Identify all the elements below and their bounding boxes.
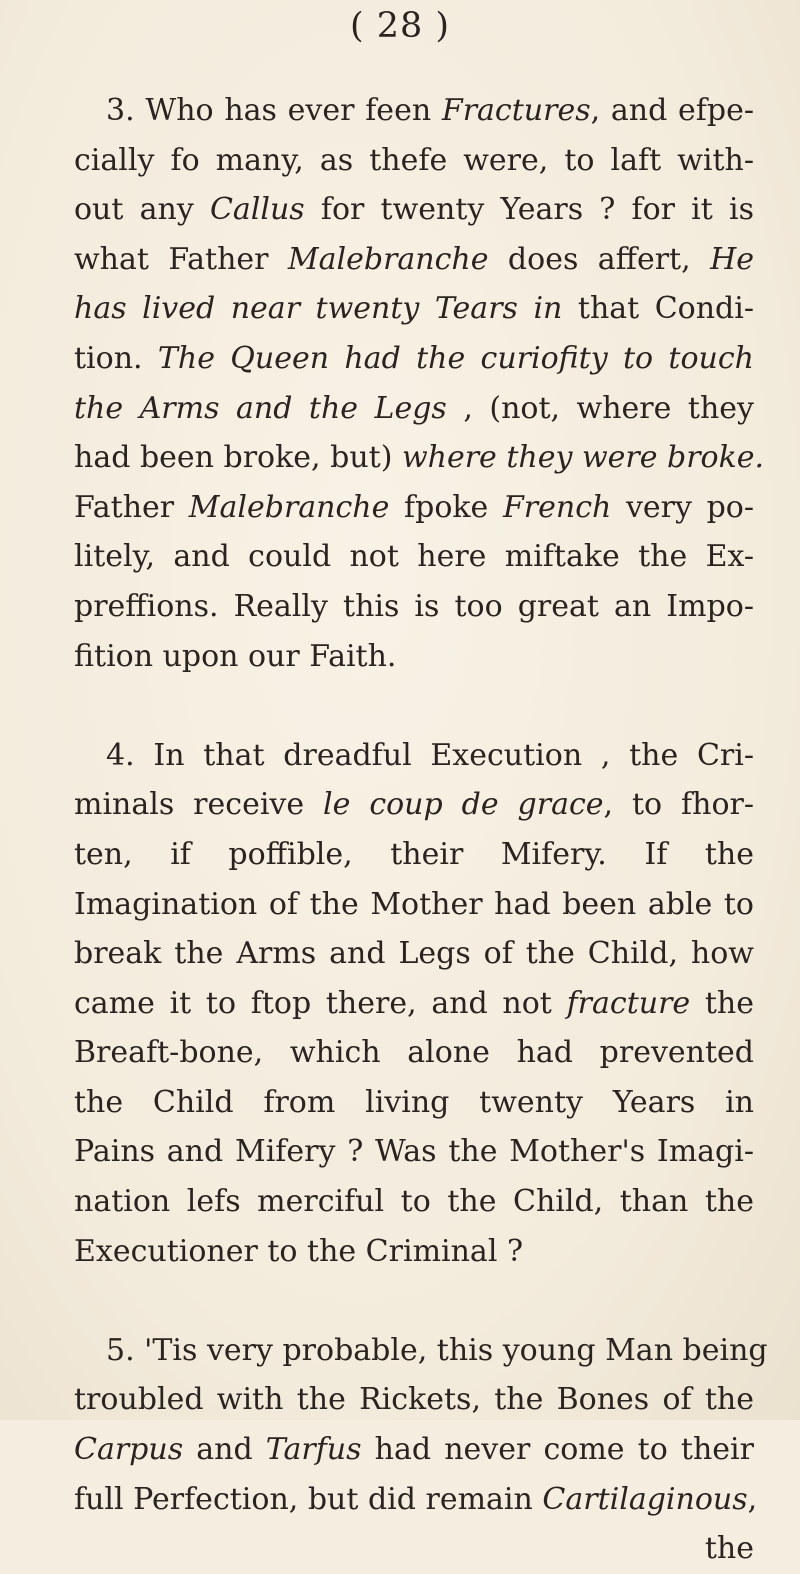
page-number: ( 28 ): [349, 6, 451, 46]
text-run: Breaft-bone, which alone had prevented: [74, 1035, 754, 1071]
text-line: [74, 582, 754, 632]
italic-text: The Queen had the curiofity to touch: [157, 340, 754, 376]
text-run: litely, and could not here miftake the Ex-: [74, 539, 754, 575]
paragraph-1: [74, 86, 765, 681]
text-line: [74, 86, 754, 136]
text-run: full Perfection, but did remain: [74, 1481, 543, 1517]
text-run: very po-: [611, 489, 755, 525]
italic-text: le coup de grace: [323, 787, 604, 823]
text-run: fpoke: [389, 489, 503, 525]
text-line: [74, 830, 754, 880]
text-run: Executioner to the Criminal ?: [74, 1233, 524, 1269]
text-line: [74, 1028, 754, 1078]
text-run: break the Arms and Legs of the Child, how: [74, 936, 754, 972]
text-line: [74, 532, 754, 582]
italic-text: Malebranche: [287, 241, 489, 277]
text-run: had been broke, but): [74, 440, 402, 476]
text-run: tion.: [74, 340, 158, 376]
text-run: that Condi-: [562, 291, 754, 327]
paragraph-2: [74, 731, 754, 1277]
text-line: [74, 880, 754, 930]
text-run: what Father: [74, 241, 288, 277]
text-line: [74, 929, 754, 979]
text-run: and: [183, 1432, 266, 1468]
italic-text: Tarfus: [265, 1432, 362, 1468]
text-run: 4. In that dreadful Execution , the Cri-: [106, 737, 754, 773]
italic-text: Fractures: [441, 93, 591, 128]
text-run: 5. 'Tis very probable, this young Man being: [106, 1332, 768, 1368]
text-line: [74, 1326, 768, 1376]
text-line: [74, 1227, 754, 1277]
italic-text: Malebranche: [188, 489, 390, 525]
text-run: , to fhor-: [603, 787, 754, 823]
text-line: [74, 1127, 754, 1177]
text-run: minals receive: [74, 787, 324, 823]
text-run: Pains and Mifery ? Was the Mother's Imagi-: [74, 1134, 754, 1170]
text-run: Father: [74, 489, 189, 525]
text-line: [74, 334, 754, 384]
italic-text: Carpus: [74, 1432, 184, 1468]
paragraph-gap: [74, 681, 754, 731]
text-run: the: [704, 1531, 754, 1567]
text-run: preffions. Really this is too great an Impo-: [74, 588, 754, 624]
text-line: [74, 483, 754, 533]
text-run: , and efpe-: [590, 93, 754, 128]
text-line: [74, 185, 754, 235]
text-run: ten, if poffible, their Mifery. If the: [74, 836, 754, 872]
text-line: [74, 1078, 754, 1128]
text-run: troubled with the Rickets, the Bones of the: [74, 1382, 754, 1418]
text-line: [74, 433, 765, 483]
italic-text: He: [710, 241, 754, 277]
text-line: [74, 284, 754, 334]
text-run: the Child from living twenty Years in: [74, 1084, 754, 1120]
text-line: [74, 780, 754, 830]
text-run: , (not, where they: [446, 390, 754, 426]
text-line: [74, 384, 754, 434]
text-run: had never come to their: [361, 1432, 754, 1468]
text-run: Imagination of the Mother had been able to: [74, 886, 754, 922]
body-text: [74, 86, 768, 1574]
text-line: [74, 136, 754, 186]
text-run: ,: [747, 1481, 758, 1517]
italic-text: Cartilaginous: [542, 1481, 748, 1517]
text-line: [74, 731, 754, 781]
catchword: [74, 1524, 754, 1574]
text-run: nation lefs merciful to the Child, than the: [74, 1184, 754, 1220]
text-run: does affert,: [488, 241, 711, 277]
italic-text: has lived near twenty Tears in: [74, 291, 563, 327]
text-run: the: [690, 985, 754, 1021]
italic-text: the Arms and the Legs: [74, 390, 447, 426]
text-line: [74, 1475, 758, 1525]
italic-text: where they were broke.: [401, 440, 765, 476]
text-run: came it to ftop there, and not: [74, 985, 567, 1021]
text-line: [74, 1425, 754, 1475]
italic-text: Callus: [209, 192, 305, 228]
italic-text: fracture: [566, 985, 691, 1021]
text-run: fition upon our Faith.: [74, 638, 397, 674]
text-line: [74, 235, 754, 285]
text-run: for twenty Years ? for it is: [304, 192, 754, 228]
text-line: [74, 1375, 754, 1425]
text-run: out any: [74, 192, 210, 228]
text-run: cially fo many, as thefe were, to laft with-: [74, 142, 754, 178]
text-line: [74, 979, 754, 1029]
text-run: 3. Who has ever feen: [106, 93, 442, 128]
text-line: [74, 632, 754, 682]
paragraph-gap: [74, 1276, 754, 1326]
paragraph-3: [74, 1326, 768, 1574]
italic-text: French: [502, 489, 612, 525]
text-line: [74, 1177, 754, 1227]
